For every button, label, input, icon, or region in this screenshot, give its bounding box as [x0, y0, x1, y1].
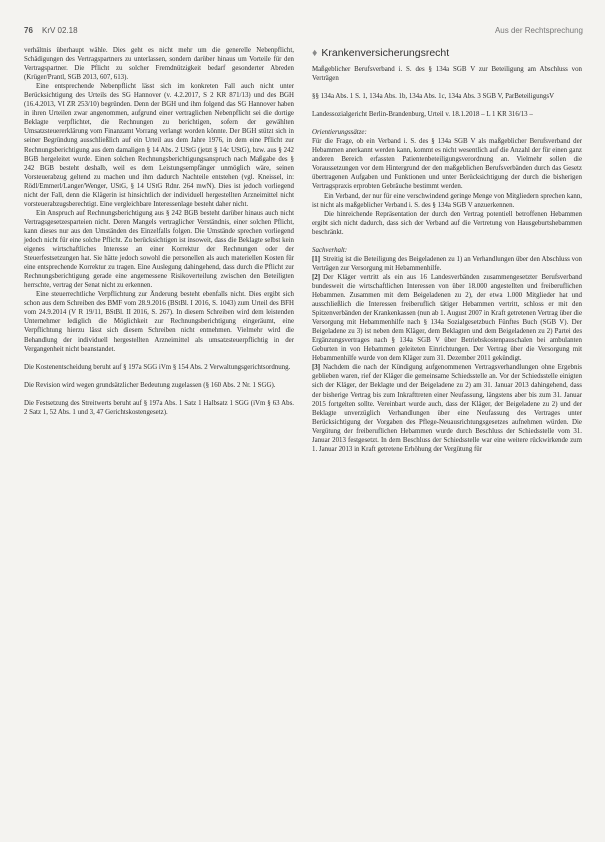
streitwert-note: Die Festsetzung des Streitwerts beruht auf § 197a Abs. 1 Satz 1 Halbsatz 1 SGG (iVm § 63 Abs. 2 Satz 1, 52 Abs. 1 und 3, 47 Gerichtskostengesetz). [24, 399, 294, 416]
orientation-sentence: Für die Frage, ob ein Verband i. S. des § 134a SGB V als maßgeblicher Berufsverband der Hebammen anerkannt werden kann, kommt es nicht wesentlich auf die Anzahl der für einen ganz anderen Bereich erfassten Patientenbeteiligungsverordnung an. Vielmehr sollen die Voraussetzungen vor dem Hintergrund der den maßgeblichen Berufsverbänden durch das Gesetz übertragenen Aufgaben und Funktionen und unter Berücksichtigung der durch die bisherigen Vertragspraxis erprobten Gebräuche bestimmt werden. [312, 138, 582, 191]
orientation-sentence: Die hinreichende Repräsentation der durch den Vertrag potentiell betroffenen Hebammen ergibt sich nicht dadurch, dass sich der Verband auf die Vertretung von Hausgeburtshebammen beschränkt. [312, 210, 582, 236]
paragraph-number: [2] [312, 273, 321, 281]
orientation-sentence: Ein Verband, der nur für eine verschwindend geringe Menge von Mitgliedern sprechen kann, ist nicht als maßgeblicher Verband i. S. des § 134a SGB V anzuerkennen. [312, 192, 582, 209]
court-reference: Landessozialgericht Berlin-Brandenburg, Urteil v. 18.1.2018 – L 1 KR 316/13 – [312, 111, 533, 119]
diamond-icon: ♦ [312, 47, 318, 59]
revision-note: Die Revision wird wegen grundsätzlicher Bedeutung zugelassen (§ 160 Abs. 2 Nr. 1 SGG). [24, 381, 276, 389]
left-column [24, 46, 294, 417]
section-heading [312, 46, 582, 60]
case-intro: Maßgeblicher Berufsverband i. S. des § 134a SGB V zur Beteiligung am Abschluss von Verträgen [312, 66, 582, 83]
paragraph-number: [3] [312, 364, 321, 372]
right-column [312, 46, 582, 454]
paragraph: Ein Anspruch auf Rechnungsberichtigung aus § 242 BGB besteht darüber hinaus auch nicht Vertragsgesetzesparteien nicht. Deren Mangels vertraglicher Verständnis, einer solchen Pflicht, kann dieses nur aus den Umständen des Einzelfalls folgen. Die Umstände sprechen vorliegend jedoch nicht für eine solche Pflicht. Zu berücksichtigen ist insoweit, dass die Beklagte selbst kein eigenes wirtschaftliches Interesse an einer Korrektur der Rechnungen oder der Steuerfestsetzungen hat. Sie hätte jedoch sowohl die personellen als auch materiellen Kosten für eine entsprechende Korrektur zu tragen. Eine Auslegung dahingehend, dass durch die Pflicht zur Rechnungsberichtigung gerade eine angemessene Risikoverteilung zwischen den Beteiligten herrschte, vertrag der Senat nicht zu erkennen. [24, 209, 294, 290]
paragraph: Eine steuerrechtliche Verpflichtung zur Änderung besteht ebenfalls nicht. Dies ergibt sich schon aus dem Schreiben des BMF vom 28.9.2016 (BStBl. I 2016, S. 1043) zum Urteil des BFH vom 24.9.2014 (V R 19/11, BStBl. II 2016, S. 267). In diesem Schreiben wird dem leistenden Unternehmer lediglich die Möglichkeit zur Rechnungsberichtigung eingeräumt, eine Verpflichtung hierzu lässt sich diesem Schreiben nicht entnehmen. Vielmehr wird die Behandlung der individuell hergestellten Arzneimittel als umsatzsteuerpflichtig in der Vergangenheit nicht beanstandet. [24, 291, 294, 353]
page-number: 76 [24, 26, 33, 35]
numbered-paragraph: [2] Der Kläger vertritt als ein aus 16 Landesverbänden zusammengesetzter Berufsverband bundesweit die wirtschaftlichen Interessen von über 18.000 angestellten und freiberuflichen Hebammen. Zusammen mit dem Beigeladenen zu 2), der etwa 1.000 Mitglieder hat und ausschließlich die Interessen freiberuflich tätiger Hebammen vertritt, schloss er mit den Spitzenverbänden der Krankenkassen (nun ab 1. August 2007 in Kraft getretenen Vertrag über die Versorgung mit Hebammenhilfe nach § 134a Sozialgesetzbuch Fünftes Buch (SGB V). Der Beigeladene zu 3) ist neben dem Kläger, dem Beklagten und dem Beigeladenen zu 2) Partei des Ergänzungsvertrages nach § 134a SGB V über Betriebskostenpauschalen bei ambulanten Geburten in von Hebammen geleiteten Einrichtungen. Der Vertrag über die Versorgung mit Hebammenhilfe wurde von dem Kläger zum 31. Dezember 2011 gekündigt. [312, 273, 582, 363]
journal-issue: KrV 02.18 [42, 26, 78, 35]
cost-decision: Die Kostenentscheidung beruht auf § 197a SGG iVm § 154 Abs. 2 Verwaltungsgerichtsordnung. [24, 363, 291, 371]
paragraph-number: [1] [312, 255, 321, 263]
section-label: Aus der Rechtsprechung [494, 26, 583, 35]
section-title: Krankenversicherungsrecht [321, 47, 450, 59]
numbered-paragraph: [1] Streitig ist die Beteiligung des Beigeladenen zu 1) an Verhandlungen über den Abschluss von Verträgen zur Versorgung mit Hebammenhilfe. [312, 255, 582, 272]
paragraph: verhältnis überhaupt wähle. Dies geht es nicht mehr um die generelle Nebenpflicht, Schädigungen des Vertragspartners zu unterlassen, sondern darüber hinaus um Vorteile für den Vertragspartner. Die Pflicht zu solcher Fremdnützigkeit bedarf gesonderter Abreden (Krüger/Prantl, SGB 2013, 607, 613). [24, 47, 294, 82]
orientation-heading: Orientierungssätze: [312, 129, 367, 137]
norms: §§ 134a Abs. 1 S. 1, 134a Abs. 1b, 134a Abs. 1c, 134a Abs. 3 SGB V, ParBeteiligungsV [312, 93, 555, 101]
paragraph: Eine entsprechende Nebenpflicht lässt sich im konkreten Fall auch nicht unter Berücksichtigung des Urteils des SG Hannover (v. 4.2.2017, S 2 KR 871/13) und des BGH (16.4.2013, VI ZR 253/10) begründen. Denn der BGH und ihm folgend das SG Hannover haben in ihren Urteilen zwar angenommen, aufgrund einer vertraglichen Nebenpflicht sei die dortige Beklagte verpflichtet, die Rechnungen zu berichtigen, sofern der gewählten Umsatzsteuererklärung vom Finanzamt Vorrang verlangt worden könnte. Der BGH stützt sich in seiner Begründung ausschließlich auf ein Urteil aus dem Jahre 1976, in dem eine Pflicht zur Rechnungsberichtigung aus dem damaligen § 14 Abs. 2 UStG (jetzt § 14c UStG), bzw. aus § 242 BGB hergeleitet wurde. Einen solchen Rechnungsberichtigungsanspruch nach Maßgabe des § 242 BGB besteht deshalb, weil es dem Leistungsempfänger unmöglich wäre, seinen Vorsteuerabzug geltend zu machen und ihm dadurch Nachteile entstehen (vgl. Kneissel, in: Rödl/Emmerl/Langer/Wenger, UStG, § 14 UStG Rdnr. 264 mwN). Dies ist jedoch vorliegend nicht der Fall, denn die Klägerin ist hinsichtlich der individuell hergestellten Arzneimittel nicht vorsteuerabzugsberechtigt. Eine vergleichbare Interessenlage besteht daher nicht. [24, 83, 294, 208]
numbered-paragraph: [3] Nachdem die nach der Kündigung aufgenommenen Vertragsverhandlungen ohne Ergebnis geblieben waren, rief der Kläger die gemeinsame Schiedsstelle an. Vor der Schiedsstelle einigten sich der Kläger, der Beklagte und der Beigeladene zu 2) am 31. Januar 2013 dahingehend, dass der bisherige Vertrag bis zum Inkrafttreten einer Neufassung, längstens aber bis zum 31. Januar 2015 fortgelten sollte. Vereinbart wurde auch, dass der Kläger, der Beigeladene zu 2) und der Beklagte unverzüglich Verhandlungen über eine Neufassung des Vertrages unter Berücksichtigung der Vorgaben des Pflege-Neuausrichtungsgesetzes aufnehmen würden. Die Vergütung der freiberuflichen Hebammen wurde durch Beschluss der Schiedsstelle vom 31. Januar 2013 festgesetzt. In dem Beschluss der Schiedsstelle war eine weitere rückwirkende zum 1. Januar 2013 in Kraft getretene Erhöhung der Vergütung für [312, 364, 582, 453]
facts-heading: Sachverhalt: [312, 246, 348, 254]
page-header [24, 26, 583, 38]
